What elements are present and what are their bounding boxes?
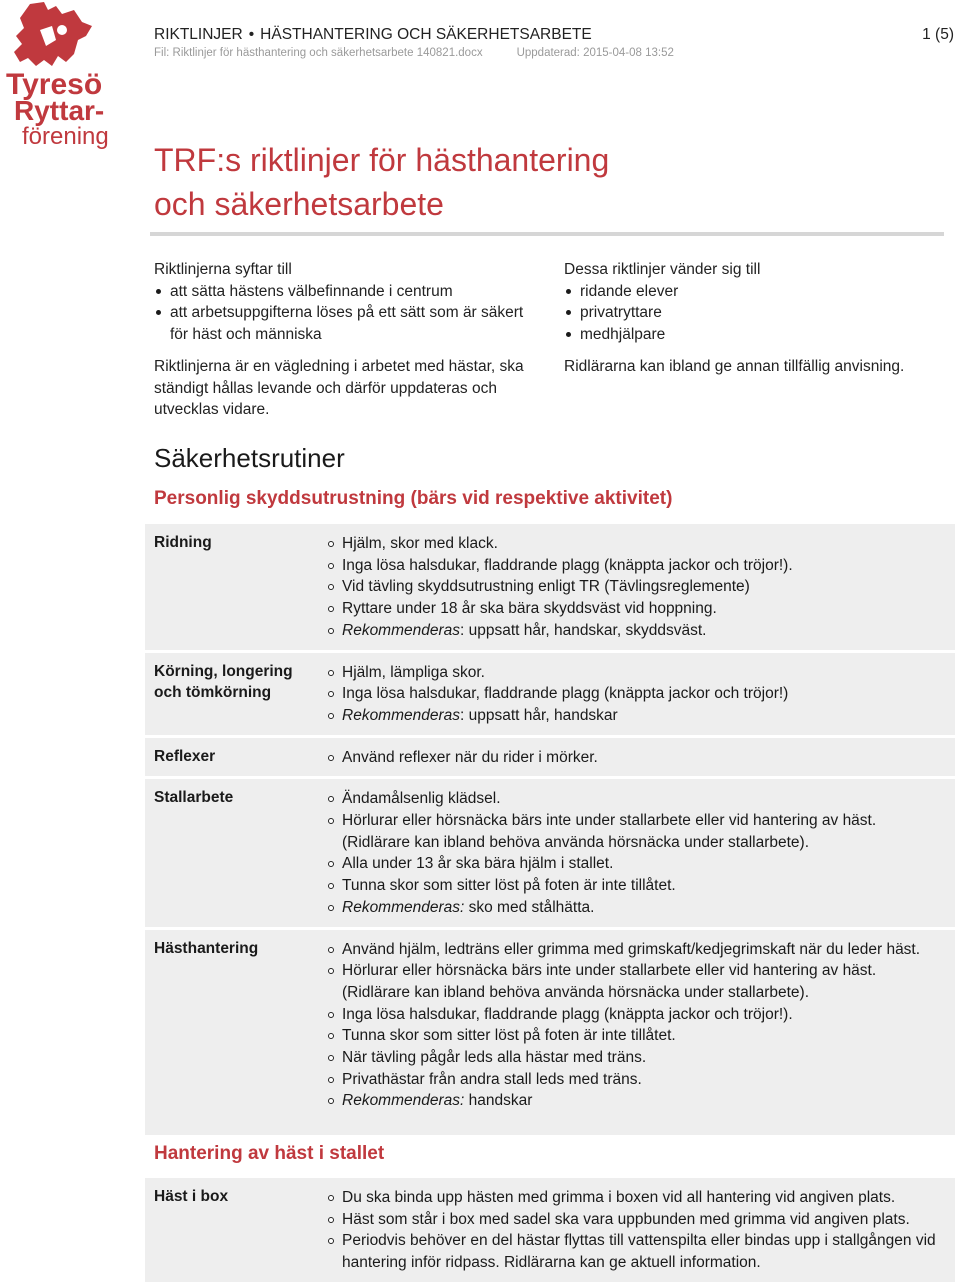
list-item: Rekommenderas: uppsatt hår, handskar, skyddsväst. — [326, 620, 945, 642]
doc-type: RIKTLINJER — [154, 26, 243, 43]
intro-right-lead: Dessa riktlinjer vänder sig till — [564, 261, 761, 278]
list-item: ridande elever — [564, 281, 944, 303]
list-item: Privathästar från andra stall leds med träns. — [326, 1069, 945, 1091]
updated-label: Uppdaterad: 2015-04-08 13:52 — [516, 47, 674, 59]
row-items — [314, 930, 955, 1135]
list-item: Använd hjälm, ledträns eller grimma med grimskaft/kedjegrimskaft när du leder häst. — [326, 939, 945, 961]
list-item: Tunna skor som sitter löst på foten är inte tillåtet. — [326, 1025, 945, 1047]
list-item: att sätta hästens välbefinnande i centrum — [154, 281, 524, 303]
list-item: Inga lösa halsdukar, fladdrande plagg (knäppta jackor och tröjor!). — [326, 555, 945, 577]
row-label: Häst i box — [154, 1188, 229, 1205]
row-items — [314, 524, 955, 650]
section-heading-safety: Säkerhetsrutiner — [154, 443, 345, 473]
stable-table — [145, 1178, 955, 1285]
table-row — [145, 738, 955, 777]
list-item: När tävling pågår leds alla hästar med träns. — [326, 1047, 945, 1069]
intro-left-paragraph: Riktlinjerna är en vägledning i arbetet med hästar, ska ständigt hållas levande och därför uppdateras och utvecklas vidare. — [154, 357, 524, 419]
list-item: Periodvis behöver en del hästar flyttas till vattenspilta eller bindas upp i stallgången vid hantering inför ridpass. Ridlärarna kan ge aktuell information. — [326, 1230, 945, 1273]
list-item: Använd reflexer när du rider i mörker. — [326, 747, 945, 769]
list-item: Inga lösa halsdukar, fladdrande plagg (knäppta jackor och tröjor!). — [326, 1004, 945, 1026]
table-row — [145, 524, 955, 650]
list-item: Alla under 13 år ska bära hjälm i stallet. — [326, 853, 945, 875]
list-item: Rekommenderas: sko med stålhätta. — [326, 897, 945, 919]
table-row — [145, 653, 955, 735]
emphasis-text: Rekommenderas: — [342, 1092, 465, 1110]
list-item: Inga lösa halsdukar, fladdrande plagg (knäppta jackor och tröjor!) — [326, 683, 945, 705]
subheading-stable: Hantering av häst i stallet — [154, 1143, 385, 1164]
doc-title: HÄSTHANTERING OCH SÄKERHETSARBETE — [260, 26, 592, 43]
intro-left-lead: Riktlinjerna syftar till — [154, 261, 292, 278]
subheading-ppe: Personlig skyddsutrustning (bärs vid respektive aktivitet) — [154, 488, 673, 509]
list-item: medhjälpare — [564, 324, 944, 346]
list-item: privatryttare — [564, 302, 944, 324]
table-row — [145, 779, 955, 926]
list-item: Hörlurar eller hörsnäcka bärs inte under stallarbete eller vid hantering av häst. (Ridlärare kan ibland behöva använda hörsnäcka under stallarbete). — [326, 810, 945, 853]
bullet-separator-icon: • — [248, 26, 255, 43]
row-label: Reflexer — [154, 747, 216, 765]
row-items — [314, 653, 955, 735]
list-item: att arbetsuppgifterna löses på ett sätt som är säkert för häst och människa — [154, 302, 524, 345]
title-line-2: och säkerhetsarbete — [154, 186, 444, 222]
intro-left-list — [154, 281, 524, 346]
row-items — [314, 779, 955, 926]
ppe-table — [145, 524, 955, 1138]
list-item: Häst som står i box med sadel ska vara uppbunden med grimma vid angiven plats. — [326, 1209, 945, 1231]
list-item: Hjälm, lämpliga skor. — [326, 662, 945, 684]
intro-left — [154, 259, 524, 421]
list-item: Rekommenderas: uppsatt hår, handskar — [326, 705, 945, 727]
emphasis-text: Rekommenderas: — [342, 898, 465, 916]
table-row — [145, 1178, 955, 1282]
row-items — [314, 1178, 955, 1282]
page-number: 1 (5) — [922, 26, 954, 43]
list-item: Ändamålsenlig klädsel. — [326, 788, 945, 810]
row-label: Hästhantering — [154, 939, 259, 957]
list-item: Hjälm, skor med klack. — [326, 533, 945, 555]
running-header — [154, 26, 954, 59]
title-divider — [150, 232, 944, 236]
intro-right-paragraph: Ridlärarna kan ibland ge annan tillfällig anvisning. — [564, 357, 905, 375]
row-label: Stallarbete — [154, 789, 234, 807]
list-item: Vid tävling skyddsutrustning enligt TR (Tävlingsreglemente) — [326, 576, 945, 598]
row-label: Körning, longering och tömkörning — [154, 662, 293, 702]
row-items — [314, 738, 955, 777]
logo-text-2: Ryttar- — [14, 95, 105, 126]
list-item: Hörlurar eller hörsnäcka bärs inte under stallarbete eller vid hantering av häst. (Ridlärare kan ibland behöva använda hörsnäcka under stallarbete). — [326, 960, 945, 1003]
list-item: Du ska binda upp hästen med grimma i boxen vid all hantering vid angiven plats. — [326, 1187, 945, 1209]
emphasis-text: Rekommenderas — [342, 706, 461, 724]
logo-text-3: förening — [22, 123, 109, 150]
intro-right-list — [564, 281, 944, 346]
title-line-1: TRF:s riktlinjer för hästhantering — [154, 142, 610, 178]
list-item: Ryttare under 18 år ska bära skyddsväst vid hoppning. — [326, 598, 945, 620]
list-item: Tunna skor som sitter löst på foten är inte tillåtet. — [326, 875, 945, 897]
logo-text-1: Tyresö — [6, 68, 103, 101]
list-item: Rekommenderas: handskar — [326, 1090, 945, 1112]
file-label: Fil: Riktlinjer för hästhantering och säkerhetsarbete 140821.docx — [154, 47, 483, 59]
table-row — [145, 930, 955, 1135]
page-title — [154, 138, 609, 226]
emphasis-text: Rekommenderas — [342, 621, 461, 639]
club-logo — [0, 0, 124, 150]
row-label: Ridning — [154, 534, 212, 551]
intro-right — [564, 259, 944, 378]
